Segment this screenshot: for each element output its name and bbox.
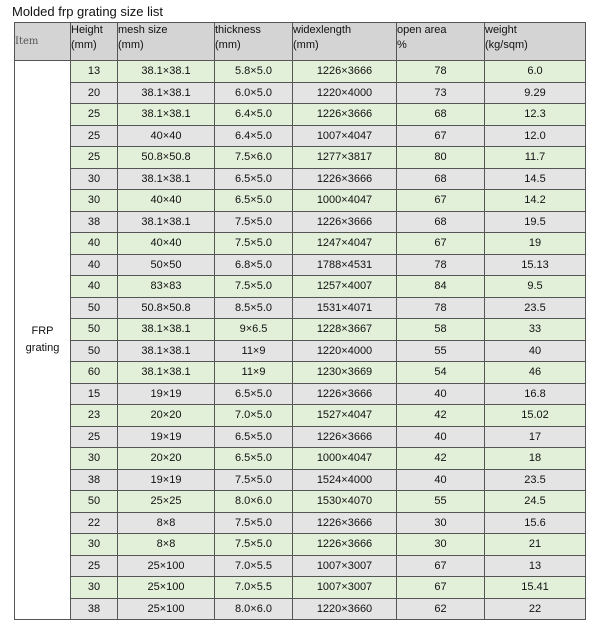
cell-width-length: 1000×4047 [293, 190, 397, 212]
cell-height: 50 [71, 297, 118, 319]
table-row [15, 362, 586, 384]
cell-weight: 22 [485, 598, 586, 620]
cell-width-length: 1220×4000 [293, 340, 397, 362]
col-header-open-line1: open area [397, 24, 447, 36]
cell-height: 50 [71, 340, 118, 362]
cell-height: 25 [71, 104, 118, 126]
cell-thickness: 6.4×5.0 [215, 125, 293, 147]
cell-width-length: 1531×4071 [293, 297, 397, 319]
table-row [15, 426, 586, 448]
cell-open-area: 68 [397, 104, 485, 126]
col-header-height-line1: Height [71, 24, 103, 36]
col-header-mesh-line2: (mm) [118, 39, 144, 51]
cell-weight: 24.5 [485, 491, 586, 513]
cell-mesh-size: 38.1×38.1 [118, 362, 215, 384]
cell-width-length: 1257×4007 [293, 276, 397, 298]
cell-mesh-size: 38.1×38.1 [118, 61, 215, 83]
cell-thickness: 6.5×5.0 [215, 426, 293, 448]
cell-width-length: 1220×3660 [293, 598, 397, 620]
cell-width-length: 1277×3817 [293, 147, 397, 169]
cell-mesh-size: 38.1×38.1 [118, 168, 215, 190]
cell-mesh-size: 40×40 [118, 233, 215, 255]
cell-thickness: 6.5×5.0 [215, 383, 293, 405]
grating-size-table [14, 22, 586, 620]
table-row [15, 598, 586, 620]
cell-weight: 12.3 [485, 104, 586, 126]
cell-thickness: 5.8×5.0 [215, 61, 293, 83]
col-header-open-line2: % [397, 39, 407, 51]
cell-mesh-size: 38.1×38.1 [118, 340, 215, 362]
table-caption: Molded frp grating size list [12, 4, 164, 19]
table-row [15, 340, 586, 362]
cell-thickness: 6.0×5.0 [215, 82, 293, 104]
cell-thickness: 7.5×5.0 [215, 276, 293, 298]
cell-mesh-size: 25×25 [118, 491, 215, 513]
table-row [15, 82, 586, 104]
cell-open-area: 62 [397, 598, 485, 620]
cell-thickness: 7.5×5.0 [215, 211, 293, 233]
cell-mesh-size: 19×19 [118, 426, 215, 448]
cell-mesh-size: 38.1×38.1 [118, 211, 215, 233]
col-header-height [71, 23, 118, 61]
cell-mesh-size: 38.1×38.1 [118, 319, 215, 341]
cell-weight: 9.5 [485, 276, 586, 298]
cell-height: 30 [71, 577, 118, 599]
cell-weight: 15.02 [485, 405, 586, 427]
cell-mesh-size: 38.1×38.1 [118, 82, 215, 104]
cell-open-area: 58 [397, 319, 485, 341]
table-row [15, 211, 586, 233]
cell-height: 60 [71, 362, 118, 384]
table-row [15, 577, 586, 599]
cell-open-area: 78 [397, 61, 485, 83]
table-body [15, 61, 586, 620]
cell-weight: 9.29 [485, 82, 586, 104]
cell-height: 25 [71, 555, 118, 577]
cell-thickness: 7.0×5.0 [215, 405, 293, 427]
cell-height: 50 [71, 491, 118, 513]
cell-mesh-size: 25×100 [118, 577, 215, 599]
col-header-weight-line2: (kg/sqm) [485, 39, 528, 51]
table-row [15, 555, 586, 577]
cell-mesh-size: 25×100 [118, 598, 215, 620]
cell-weight: 14.5 [485, 168, 586, 190]
cell-mesh-size: 50.8×50.8 [118, 147, 215, 169]
cell-thickness: 7.5×5.0 [215, 512, 293, 534]
cell-open-area: 55 [397, 340, 485, 362]
cell-weight: 23.5 [485, 469, 586, 491]
table-row [15, 147, 586, 169]
header-row [15, 23, 586, 61]
cell-thickness: 7.5×5.0 [215, 469, 293, 491]
cell-weight: 12.0 [485, 125, 586, 147]
cell-weight: 6.0 [485, 61, 586, 83]
table-row [15, 297, 586, 319]
cell-width-length: 1524×4000 [293, 469, 397, 491]
table-row [15, 319, 586, 341]
cell-height: 30 [71, 534, 118, 556]
cell-thickness: 6.4×5.0 [215, 104, 293, 126]
cell-height: 25 [71, 426, 118, 448]
cell-weight: 14.2 [485, 190, 586, 212]
table-row [15, 125, 586, 147]
col-header-width-length [293, 23, 397, 61]
cell-thickness: 11×9 [215, 362, 293, 384]
cell-open-area: 68 [397, 211, 485, 233]
cell-weight: 33 [485, 319, 586, 341]
cell-weight: 15.41 [485, 577, 586, 599]
cell-mesh-size: 40×40 [118, 190, 215, 212]
cell-mesh-size: 20×20 [118, 448, 215, 470]
item-label-line2: grating [25, 342, 60, 354]
cell-open-area: 73 [397, 82, 485, 104]
cell-open-area: 40 [397, 469, 485, 491]
cell-mesh-size: 8×8 [118, 534, 215, 556]
cell-open-area: 84 [397, 276, 485, 298]
cell-width-length: 1530×4070 [293, 491, 397, 513]
cell-weight: 13 [485, 555, 586, 577]
cell-width-length: 1226×3666 [293, 61, 397, 83]
cell-mesh-size: 19×19 [118, 383, 215, 405]
cell-open-area: 30 [397, 534, 485, 556]
cell-width-length: 1007×3007 [293, 577, 397, 599]
cell-weight: 40 [485, 340, 586, 362]
cell-weight: 16.8 [485, 383, 586, 405]
cell-thickness: 9×6.5 [215, 319, 293, 341]
cell-width-length: 1007×4047 [293, 125, 397, 147]
cell-height: 38 [71, 469, 118, 491]
cell-height: 40 [71, 254, 118, 276]
cell-weight: 15.13 [485, 254, 586, 276]
cell-thickness: 8.5×5.0 [215, 297, 293, 319]
cell-width-length: 1226×3666 [293, 383, 397, 405]
cell-width-length: 1527×4047 [293, 405, 397, 427]
table-row [15, 276, 586, 298]
cell-height: 38 [71, 211, 118, 233]
cell-height: 30 [71, 190, 118, 212]
cell-open-area: 80 [397, 147, 485, 169]
col-header-weight-line1: weight [485, 24, 517, 36]
cell-width-length: 1226×3666 [293, 168, 397, 190]
cell-mesh-size: 19×19 [118, 469, 215, 491]
table-row [15, 168, 586, 190]
cell-mesh-size: 25×100 [118, 555, 215, 577]
col-header-open-area [397, 23, 485, 61]
table-row [15, 405, 586, 427]
cell-thickness: 11×9 [215, 340, 293, 362]
cell-width-length: 1226×3666 [293, 426, 397, 448]
cell-height: 22 [71, 512, 118, 534]
cell-height: 40 [71, 233, 118, 255]
cell-thickness: 7.0×5.5 [215, 577, 293, 599]
cell-weight: 18 [485, 448, 586, 470]
cell-mesh-size: 40×40 [118, 125, 215, 147]
item-label-line1: FRP [31, 325, 54, 337]
cell-open-area: 67 [397, 233, 485, 255]
cell-thickness: 8.0×6.0 [215, 598, 293, 620]
table-row [15, 104, 586, 126]
col-header-mesh-line1: mesh size [118, 24, 168, 36]
cell-open-area: 67 [397, 577, 485, 599]
cell-height: 25 [71, 147, 118, 169]
table-row [15, 469, 586, 491]
cell-width-length: 1228×3667 [293, 319, 397, 341]
cell-open-area: 78 [397, 254, 485, 276]
cell-weight: 23.5 [485, 297, 586, 319]
cell-thickness: 8.0×6.0 [215, 491, 293, 513]
cell-width-length: 1226×3666 [293, 512, 397, 534]
cell-open-area: 42 [397, 405, 485, 427]
cell-width-length: 1247×4047 [293, 233, 397, 255]
item-cell [15, 61, 71, 620]
table-row [15, 61, 586, 83]
cell-thickness: 7.5×6.0 [215, 147, 293, 169]
cell-thickness: 7.5×5.0 [215, 233, 293, 255]
cell-height: 40 [71, 276, 118, 298]
cell-thickness: 7.5×5.0 [215, 534, 293, 556]
cell-weight: 11.7 [485, 147, 586, 169]
table-row [15, 190, 586, 212]
col-header-thickness-line1: thickness [215, 24, 261, 36]
col-header-height-line2: (mm) [71, 39, 97, 51]
cell-open-area: 30 [397, 512, 485, 534]
cell-height: 15 [71, 383, 118, 405]
cell-width-length: 1000×4047 [293, 448, 397, 470]
cell-height: 13 [71, 61, 118, 83]
cell-open-area: 67 [397, 190, 485, 212]
cell-mesh-size: 50.8×50.8 [118, 297, 215, 319]
col-header-wl-line1: widexlength [293, 24, 352, 36]
table-row [15, 233, 586, 255]
cell-mesh-size: 83×83 [118, 276, 215, 298]
cell-height: 25 [71, 125, 118, 147]
cell-weight: 19.5 [485, 211, 586, 233]
cell-open-area: 55 [397, 491, 485, 513]
cell-thickness: 6.8×5.0 [215, 254, 293, 276]
table-row [15, 254, 586, 276]
cell-thickness: 6.5×5.0 [215, 190, 293, 212]
cell-weight: 46 [485, 362, 586, 384]
cell-weight: 21 [485, 534, 586, 556]
col-header-item: Item [15, 23, 71, 61]
cell-mesh-size: 50×50 [118, 254, 215, 276]
table-row [15, 491, 586, 513]
cell-width-length: 1220×4000 [293, 82, 397, 104]
cell-height: 20 [71, 82, 118, 104]
col-header-mesh-size [118, 23, 215, 61]
cell-open-area: 42 [397, 448, 485, 470]
table-row [15, 512, 586, 534]
cell-thickness: 6.5×5.0 [215, 168, 293, 190]
table-row [15, 534, 586, 556]
cell-open-area: 78 [397, 297, 485, 319]
cell-height: 30 [71, 168, 118, 190]
cell-weight: 19 [485, 233, 586, 255]
cell-mesh-size: 8×8 [118, 512, 215, 534]
cell-open-area: 67 [397, 125, 485, 147]
cell-width-length: 1007×3007 [293, 555, 397, 577]
cell-height: 23 [71, 405, 118, 427]
cell-open-area: 68 [397, 168, 485, 190]
cell-open-area: 67 [397, 555, 485, 577]
cell-width-length: 1788×4531 [293, 254, 397, 276]
cell-mesh-size: 38.1×38.1 [118, 104, 215, 126]
cell-thickness: 7.0×5.5 [215, 555, 293, 577]
cell-weight: 15.6 [485, 512, 586, 534]
cell-height: 50 [71, 319, 118, 341]
cell-width-length: 1226×3666 [293, 534, 397, 556]
cell-width-length: 1226×3666 [293, 104, 397, 126]
cell-open-area: 40 [397, 383, 485, 405]
cell-height: 30 [71, 448, 118, 470]
cell-weight: 17 [485, 426, 586, 448]
cell-thickness: 6.5×5.0 [215, 448, 293, 470]
cell-mesh-size: 20×20 [118, 405, 215, 427]
col-header-thickness [215, 23, 293, 61]
table-row [15, 448, 586, 470]
cell-width-length: 1230×3669 [293, 362, 397, 384]
col-header-weight [485, 23, 586, 61]
cell-width-length: 1226×3666 [293, 211, 397, 233]
cell-height: 38 [71, 598, 118, 620]
table-row [15, 383, 586, 405]
col-header-wl-line2: (mm) [293, 39, 319, 51]
cell-open-area: 54 [397, 362, 485, 384]
col-header-thickness-line2: (mm) [215, 39, 241, 51]
cell-open-area: 40 [397, 426, 485, 448]
